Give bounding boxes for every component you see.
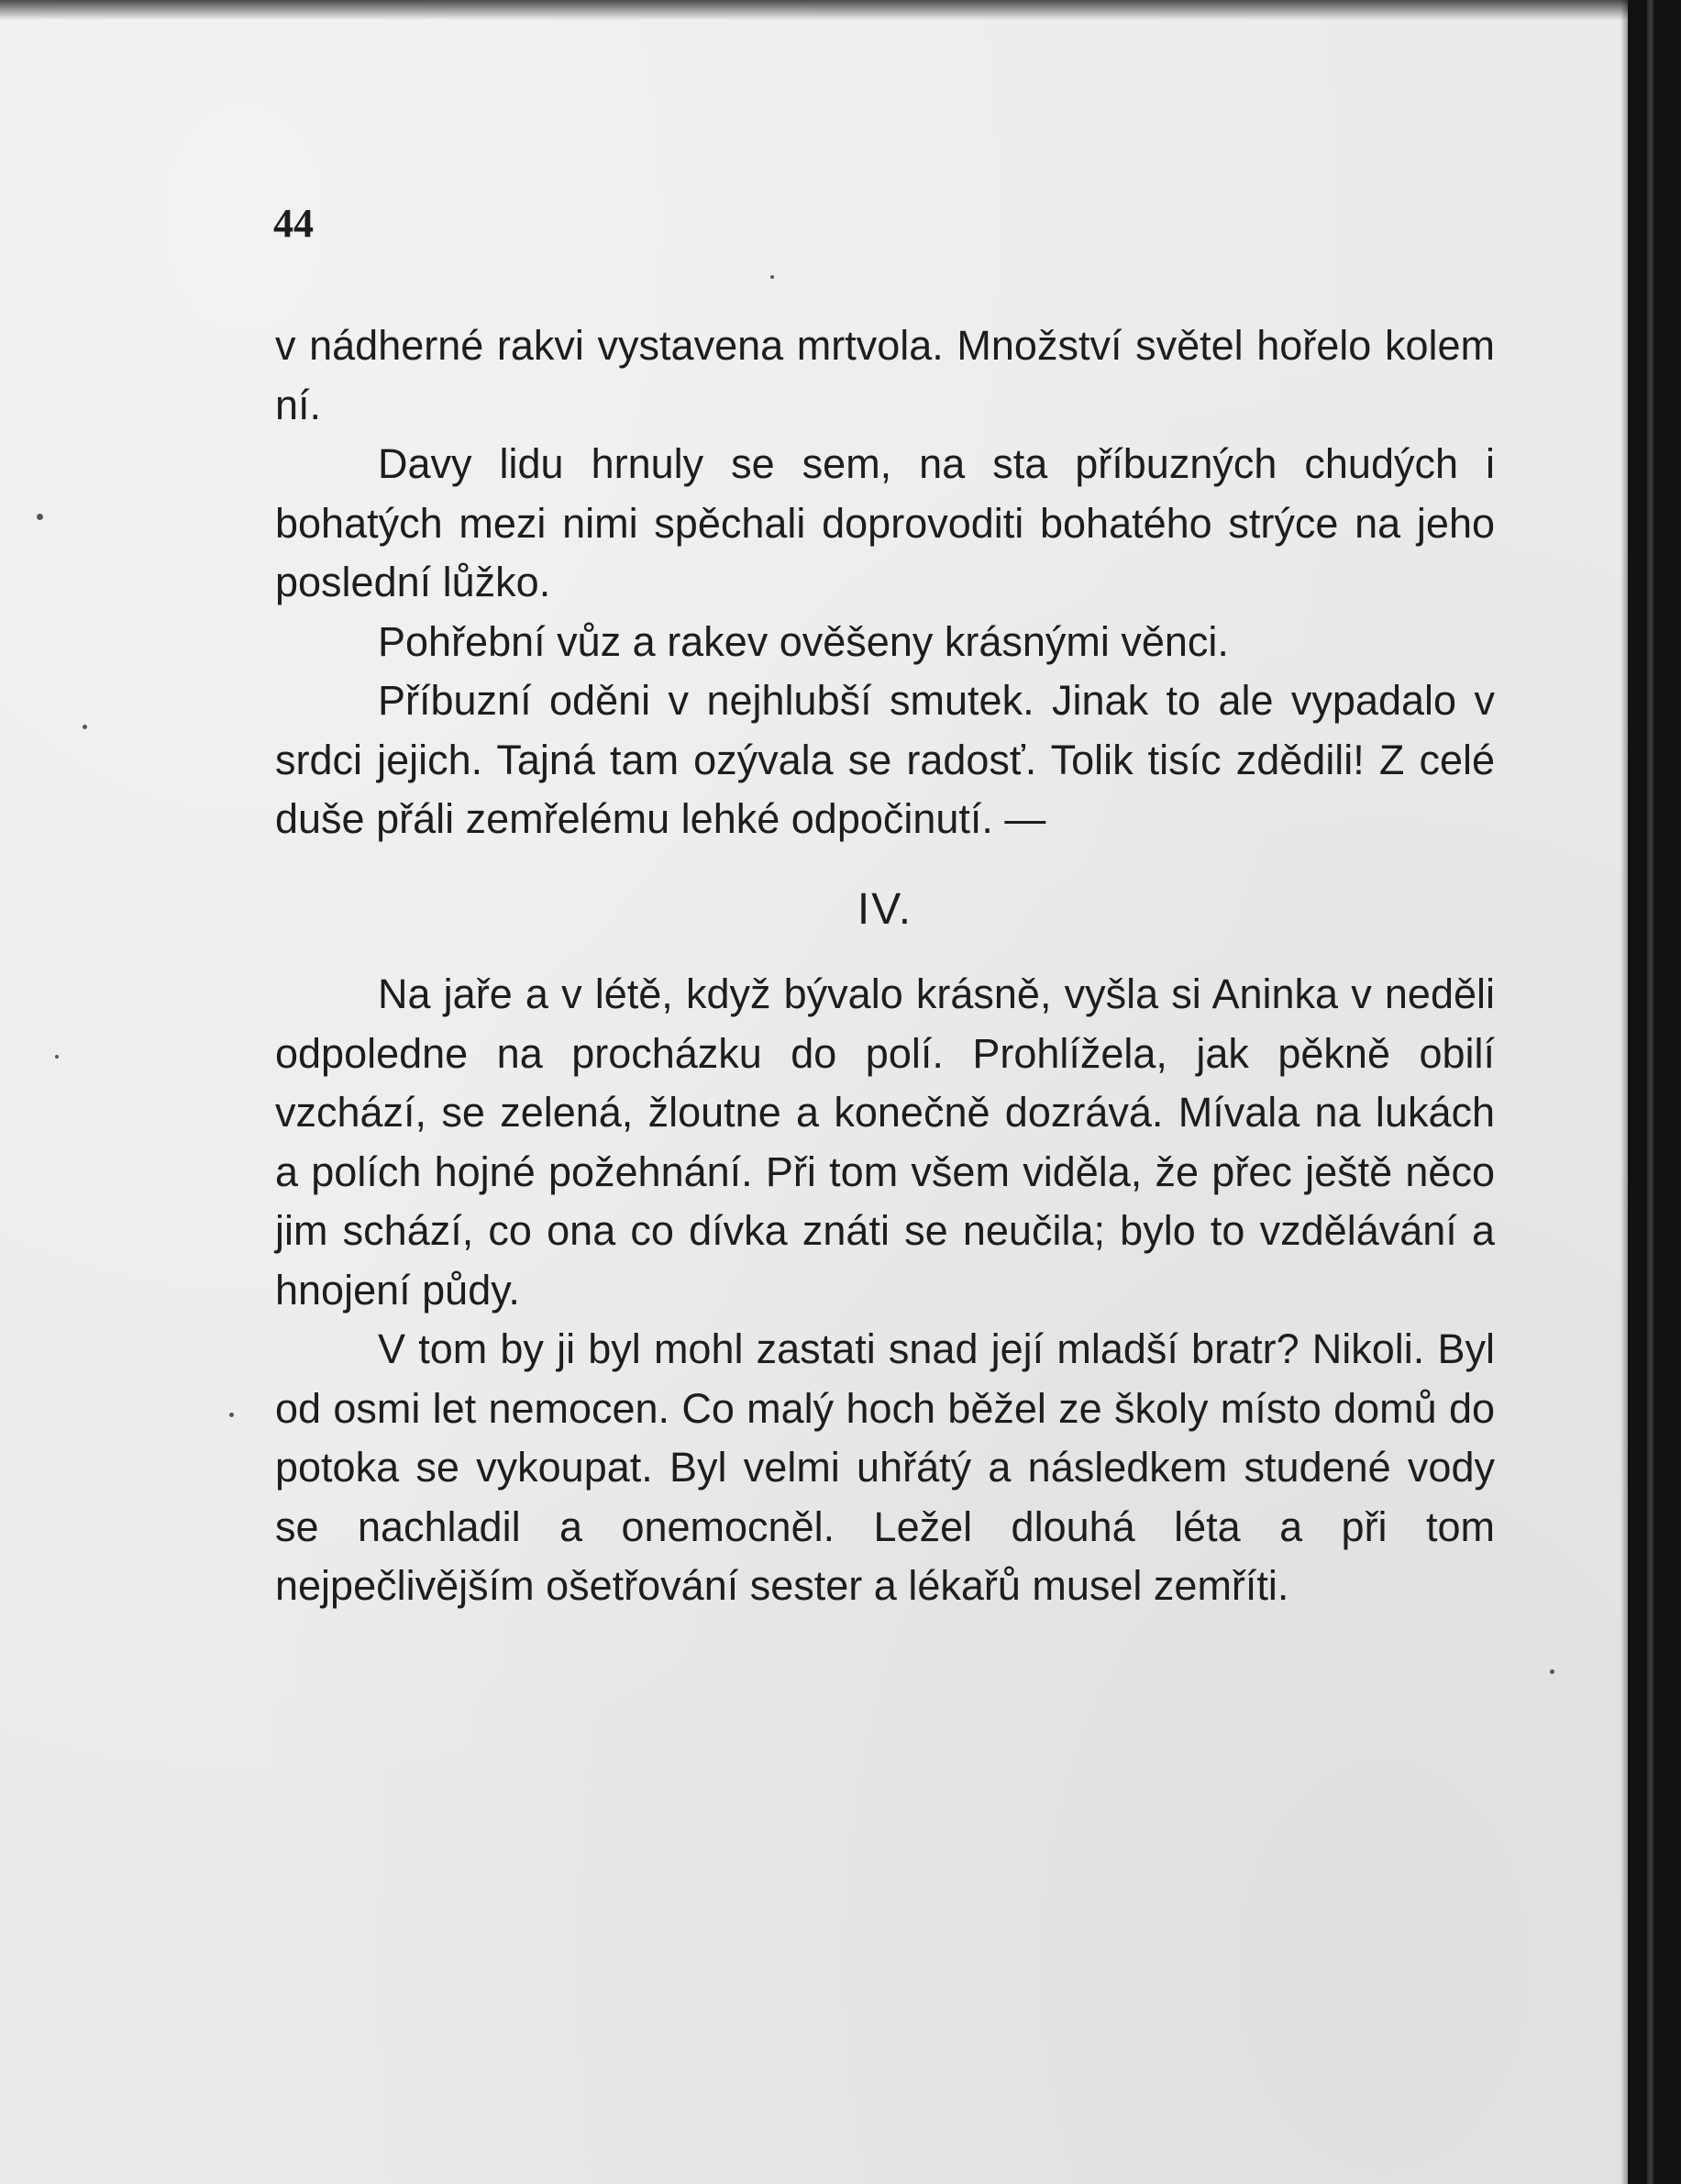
paragraph: Na jaře a v létě, když bývalo krásně, vyšla si Aninka v neděli odpoledne na procházku do polí. Prohlížela, jak pěkně obilí vzchází, se zelená, žloutne a konečně dozrává. Mívala na lukách a polích hojné požehnání. Při tom všem viděla, že přec ještě něco jim schází, co ona co dívka znáti se neučila; bylo to vzdělávání a hnojení půdy. bbox=[275, 970, 1495, 1314]
paragraph: V tom by ji byl mohl zastati snad její mladší bratr? Nikoli. Byl od osmi let nemocen. Co malý hoch běžel ze školy místo domů do potoka se vykoupat. Byl velmi uhřátý a následkem studené vody se nachladil a onemocněl. Ležel dlouhá léta a při tom nejpečlivějším ošetřování sester a lékařů musel zemříti. bbox=[275, 1325, 1495, 1609]
page-top-shadow bbox=[0, 0, 1628, 20]
paper-speck bbox=[1550, 1669, 1554, 1674]
page-text bbox=[275, 316, 1495, 1616]
paper-speck bbox=[55, 1055, 59, 1059]
page-right-edge bbox=[1620, 0, 1628, 2184]
paper-speck bbox=[770, 275, 774, 279]
paragraph: Příbuzní oděni v nejhlubší smutek. Jinak to ale vypadalo v srdci jejich. Tajná tam ozývala se radosť. Tolik tisíc zdědili! Z celé duše přáli zemřelému lehké odpočinutí. — bbox=[275, 677, 1495, 842]
chapter-heading: IV. bbox=[857, 884, 913, 934]
paragraph: Davy lidu hrnuly se sem, na sta příbuzných chudých i bohatých mezi nimi spěchali doprovoditi bohatého strýce na jeho poslední lůžko. bbox=[275, 440, 1495, 605]
paper-speck bbox=[229, 1413, 234, 1417]
page-number: 44 bbox=[273, 201, 314, 246]
paper-speck bbox=[37, 514, 43, 520]
paper-speck bbox=[83, 725, 87, 729]
spine-highlight bbox=[1647, 0, 1654, 2184]
paragraph: v nádherné rakvi vystavena mrtvola. Množství světel hořelo kolem ní. bbox=[275, 322, 1495, 428]
paragraph: Pohřební vůz a rakev ověšeny krásnými věnci. bbox=[378, 617, 1229, 665]
book-spine bbox=[1628, 0, 1681, 2184]
